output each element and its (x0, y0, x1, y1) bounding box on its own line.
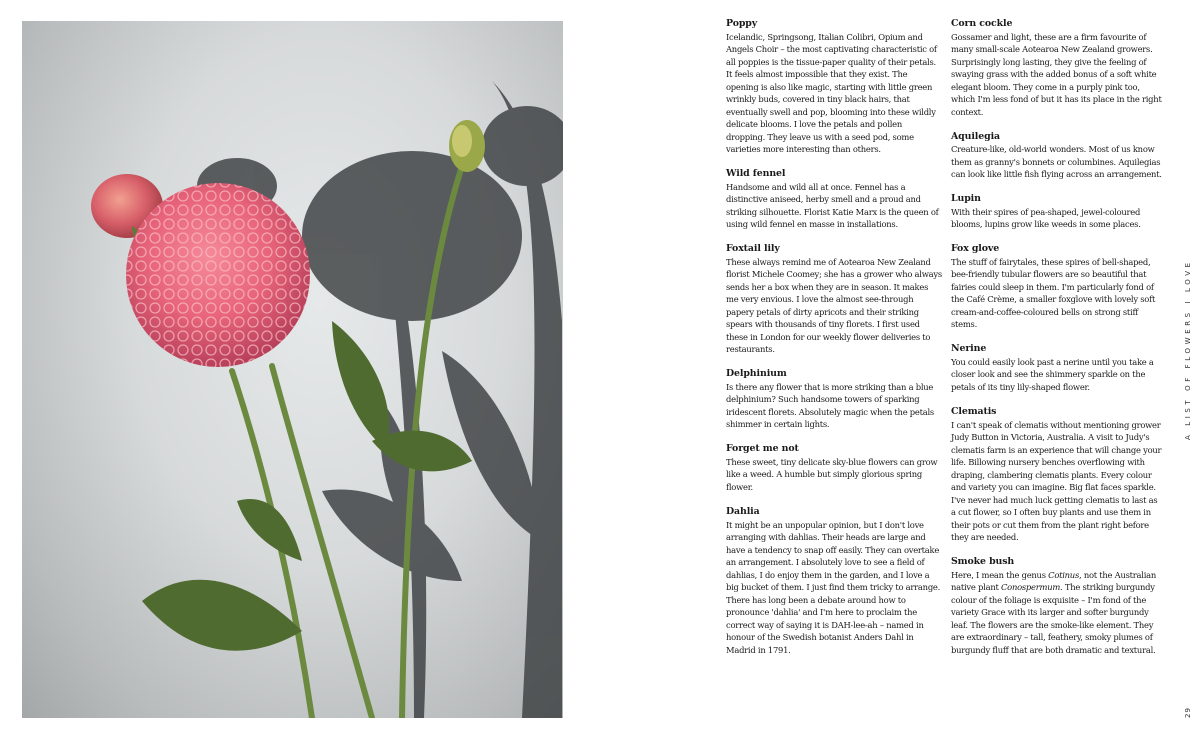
entry-title: Delphinium (726, 368, 787, 380)
entry-text: Is there any flower that is more striking than a blue delphinium? Such handsome towers of sparking iridescent florets. Absolutely magic when the petals shimmer in certain lights. (726, 381, 934, 430)
italic-genus: Cotinus (1048, 569, 1079, 580)
entry-poppy (726, 18, 942, 156)
text-segment: . The striking burgundy colour of the foliage is exquisite – I'm fond of the variety Grace with its larger and softer burgundy leaf. The flowers are the smoke-like element. They are extraordinary – tall, feathery, smoky plumes of burgundy fluff that are both dramatic and textural. (951, 582, 1156, 655)
entry-text: These sweet, tiny delicate sky-blue flowers can grow like a weed. A humble but simply glorious spring flower. (726, 456, 938, 492)
entry-clematis (951, 406, 1163, 544)
entry-foxtail-lily (726, 243, 942, 356)
page-number-text: 29 (1184, 707, 1192, 718)
entry-title: Poppy (726, 18, 758, 29)
entry-aquilegia (951, 131, 1163, 181)
entry-title: Corn cockle (951, 18, 1013, 29)
entry-lupin (951, 193, 1163, 231)
entry-title: Wild fennel (726, 168, 786, 180)
entry-text: Handsome and wild all at once. Fennel has a distinctive aniseed, herby smell and a proud and striking silhouette. Florist Katie Marx is the queen of using wild fennel en masse in installations. (726, 181, 939, 230)
text-segment: Here, I mean the genus (951, 569, 1049, 580)
text-segment: , not the Australian native plant (951, 569, 1157, 593)
dahlia-illustration (22, 21, 563, 718)
entry-title: Foxtail lily (726, 243, 780, 255)
entry-text: With their spires of pea-shaped, jewel-coloured blooms, lupins grow like weeds in some places. (951, 206, 1141, 230)
dahlia-photo (22, 21, 563, 718)
entry-smoke-bush (951, 556, 1163, 656)
entries-left-column (726, 18, 942, 669)
entry-corn-cockle (951, 18, 1163, 118)
entry-nerine (951, 343, 1163, 393)
entry-text: It might be an unpopular opinion, but I don't love arranging with dahlias. Their heads are large and have a tendency to snap off easily. They can overtake an arrangement. I absolutely love to see a field of dahlias, I do enjoy them in the garden, and I love a big bucket of them. I just find them tricky to arrange. There has long been a debate around how to pronounce 'dahlia' and I'm here to proclaim the correct way of saying it is DAH-lee-ah – named in honour of the Swedish botanist Anders Dahl in Madrid in 1791. (726, 519, 941, 655)
italic-genus: Conospermum (1001, 582, 1061, 593)
entry-forget-me-not (726, 443, 942, 493)
running-head-text: A LIST OF FLOWERS I LOVE (1184, 259, 1192, 440)
entry-fox-glove (951, 243, 1163, 331)
entry-text: Gossamer and light, these are a firm favourite of many small-scale Aotearoa New Zealand growers. Surprisingly long lasting, they give the feeling of swaying grass with the added bonus of a soft white elegant bloom. They come in a purply pink too, which I'm less fond of but it has its place in the right context. (951, 31, 1162, 117)
entry-title: Nerine (951, 343, 987, 355)
entry-text: These always remind me of Aotearoa New Zealand florist Michele Coomey; she has a grower who always sends her a box when they are in season. It makes me very envious. I love the almost see-through papery petals of dirty apricots and their striking spears with thousands of tiny florets. I first used these in London for our weekly flower deliveries to restaurants. (726, 256, 942, 355)
entry-text: You could easily look past a nerine until you take a closer look and see the shimmery sparkle on the petals of its tiny lily-shaped flower. (951, 356, 1154, 392)
entry-text: Icelandic, Springsong, Italian Colibri, Opium and Angels Choir – the most captivating characteristic of all poppies is the tissue-paper quality of their petals. It feels almost impossible that they exist. The opening is also like magic, starting with little green wrinkly buds, covered in tiny black hairs, that eventually swell and pop, blooming into these wildly delicate blooms. I love the petals and pollen dropping. They leave us with a seed pod, some varieties more interesting than others. (726, 31, 937, 155)
page-number (1175, 700, 1192, 720)
entry-title: Forget me not (726, 443, 799, 455)
entry-delphinium (726, 368, 942, 431)
entry-title: Dahlia (726, 505, 760, 517)
entry-dahlia (726, 506, 942, 656)
entry-wild-fennel (726, 168, 942, 231)
entry-text: The stuff of fairytales, these spires of bell-shaped, bee-friendly tubular flowers are so beautiful that fairies could sleep in them. I'm particularly fond of the Café Crème, a smaller foxglove with lovely soft cream-and-coffee-coloured bells on strong stiff stems. (951, 256, 1156, 330)
entries-right-column (951, 18, 1163, 669)
entry-title: Aquilegia (951, 130, 1001, 142)
entry-title: Clematis (951, 405, 997, 417)
entry-text: Creature-like, old-world wonders. Most of us know them as granny's bonnets or columbines. Aquilegias can look like little fish flying across an arrangement. (951, 144, 1162, 180)
entry-text (951, 569, 1163, 657)
entry-title: Fox glove (951, 243, 1000, 255)
entry-title: Lupin (951, 193, 981, 205)
running-head (1174, 259, 1192, 440)
entry-text: I can't speak of clematis without mentioning grower Judy Button in Victoria, Australia. A visit to Judy's clematis farm is an experience that will change your life. Billowing nursery benches overflowing with draping, clambering clematis plants. Every colour and variety you can imagine. Big flat faces sparkle. I've never had much luck getting clematis to last as a cut flower, so I often buy plants and use them in their pots or cut them from the plant right before they are needed. (951, 419, 1162, 543)
entry-title: Smoke bush (951, 556, 1015, 568)
